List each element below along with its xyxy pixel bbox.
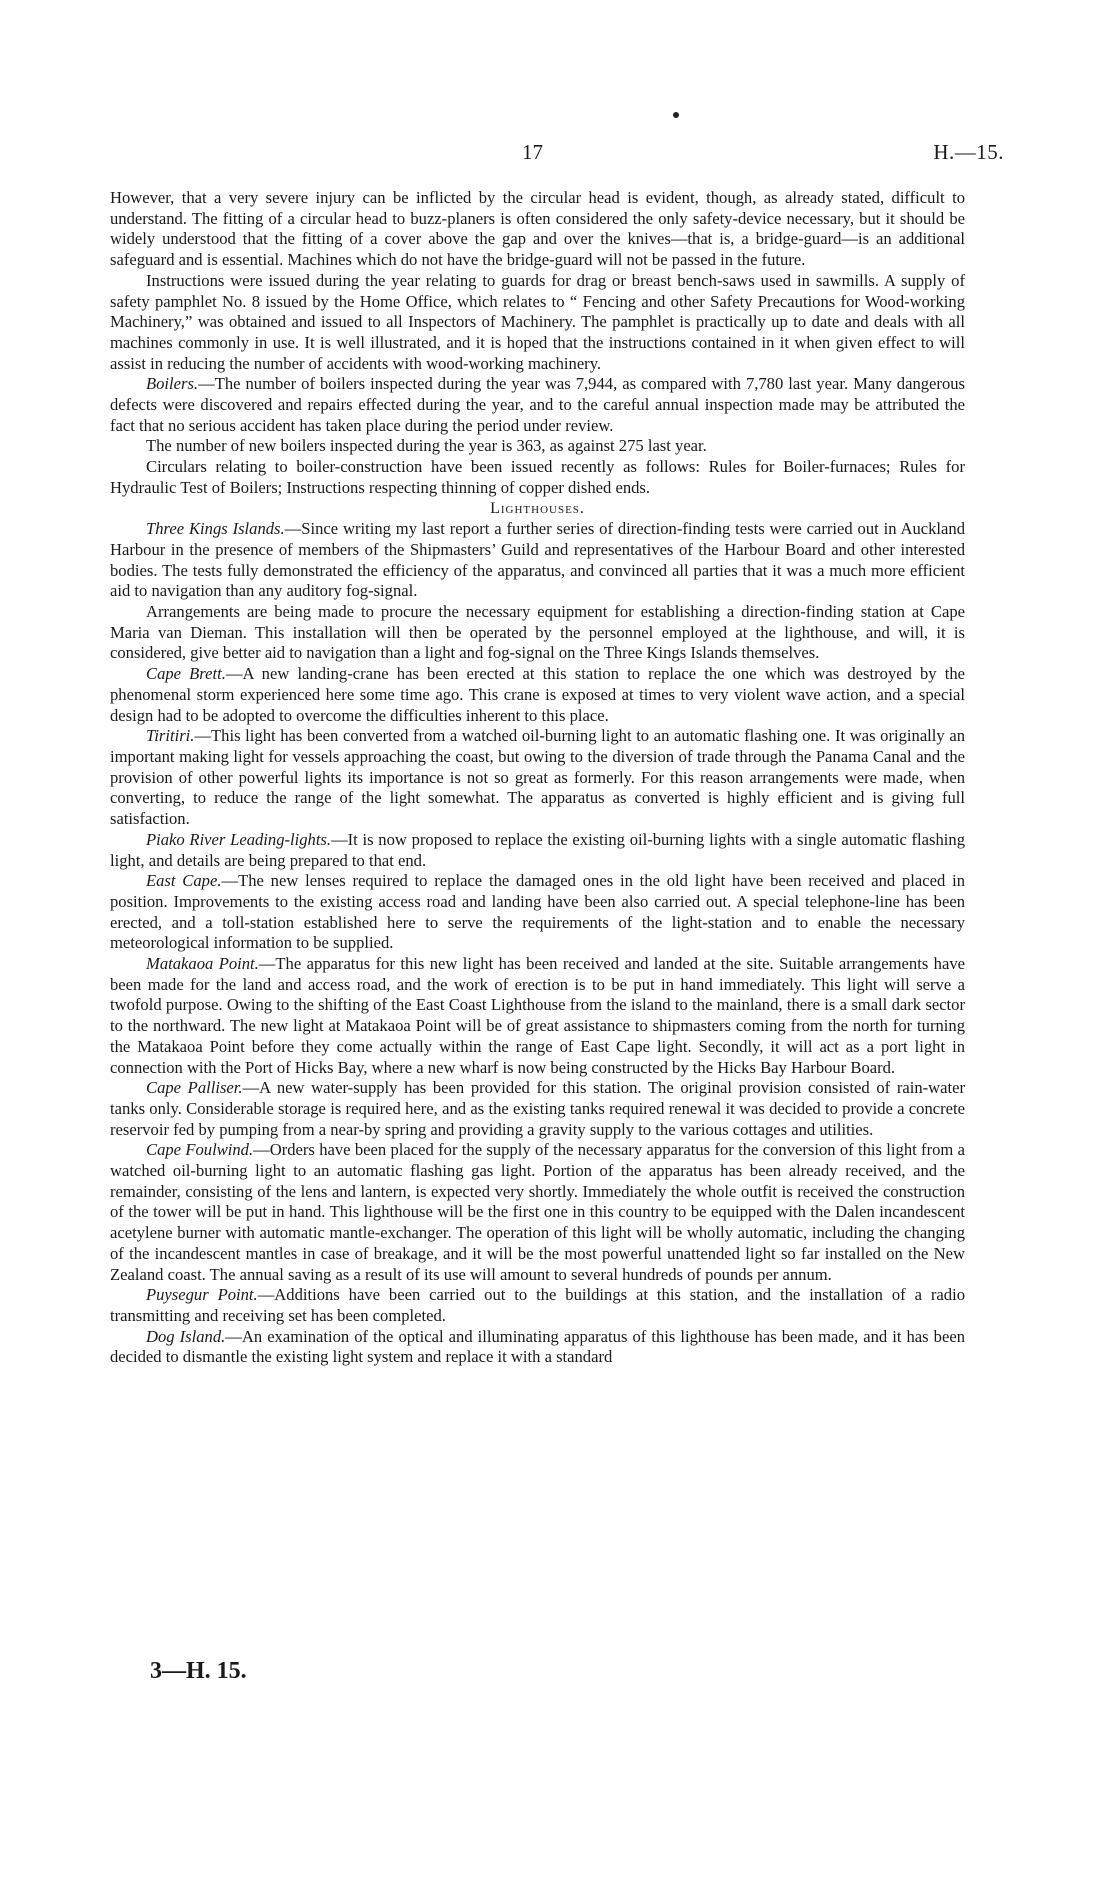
page-number: 17 [522, 140, 543, 164]
paragraph-lead: Piako River Leading-lights. [146, 829, 332, 849]
signature-reference: 3—H. 15. [150, 1658, 247, 1684]
paragraph-text: —An examination of the optical and illuminating apparatus of this lighthouse has been made, and it has been decided to dismantle the existing light system and replace it with a standard [110, 1326, 965, 1367]
paragraph-text: —A new landing-crane has been erected at this station to replace the one which was destroyed by the phenomenal storm experienced here some time ago. This crane is exposed at times to very violent wave action, and a special design had to be adopted to overcome the difficulties inherent to this place. [110, 664, 965, 725]
paragraph [110, 726, 965, 830]
paragraph [110, 1140, 965, 1285]
paragraph [110, 954, 965, 1078]
ink-dot [673, 112, 679, 118]
paragraph-lead: Boilers. [146, 374, 199, 394]
paragraph [110, 271, 965, 375]
section-heading: Lighthouses. [490, 499, 585, 517]
paragraph [110, 664, 965, 726]
paragraph-lead: Puysegur Point. [146, 1285, 258, 1305]
paragraph [110, 602, 965, 664]
paragraph [110, 436, 965, 457]
paragraph-lead: East Cape. [146, 871, 222, 891]
paragraph [110, 830, 965, 871]
paragraph-lead: Tiritiri. [146, 726, 195, 746]
body-text [110, 188, 965, 1368]
paragraph [110, 457, 965, 498]
paragraph-lead: Cape Brett. [146, 664, 226, 684]
paragraph-text: —This light has been converted from a watched oil-burning light to an automatic flashing one. It was originally an important making light for vessels approaching the coast, but owing to the diversion of trade through the Panama Canal and the provision of other powerful lights its importance is not so great as formerly. For this reason arrangements were made, when converting, to reduce the range of the light somewhat. The apparatus as converted is highly efficient and is giving full satisfaction. [110, 726, 965, 829]
paragraph [110, 188, 965, 271]
paragraph-lead: Cape Palliser. [146, 1078, 243, 1098]
paragraph-text: The number of new boilers inspected during the year is 363, as against 275 last year. [146, 436, 707, 456]
paragraph [110, 1078, 965, 1140]
paragraph-lead: Matakaoa Point. [146, 954, 259, 974]
paragraph [110, 1285, 965, 1326]
paragraph-text: —The apparatus for this new light has been received and landed at the site. Suitable arrangements have been made for the land and access road, and the work of erection is to be put in hand immediately. This light will serve a twofold purpose. Owing to the shifting of the East Coast Lighthouse from the island to the mainland, there is a small dark sector to the northward. The new light at Matakaoa Point will be of great assistance to shipmasters coming from the north for turning the Matakaoa Point before they come actually within the range of East Cape light. Secondly, it will act as a port light in connection with the Port of Hicks Bay, where a new wharf is now being constructed by the Hicks Bay Harbour Board. [110, 954, 966, 1077]
paragraph [110, 1327, 965, 1368]
paragraph-text: Instructions were issued during the year relating to guards for drag or breast bench-saws used in sawmills. A supply of safety pamphlet No. 8 issued by the Home Office, which relates to “ Fencing and other Safety Precautions for Wood-working Machinery,” was obtained and issued to all Inspectors of Machinery. The pamphlet is practically up to date and deals with all machines commonly in use. It is well illustrated, and it is hoped that the instructions contained in it when given effect to will assist in reducing the number of accidents with wood-working machinery. [110, 270, 965, 373]
document-reference: H.—15. [933, 140, 1004, 164]
paragraph-lead: Three Kings Islands. [146, 519, 285, 539]
paragraph-text: Circulars relating to boiler-construction have been issued recently as follows: Rules for Boiler-furnaces; Rules for Hydraulic Test of Boilers; Instructions respecting thinning of copper dished ends. [110, 457, 965, 497]
paragraph-lead: Cape Foulwind. [146, 1140, 254, 1160]
paragraph-text: —A new water-supply has been provided for this station. The original provision consisted of rain-water tanks only. Considerable storage is required here, and as the existing tanks required renewal it was decided to provide a concrete reservoir fed by pumping from a near-by spring and providing a gravity supply to the various cottages and utilities. [110, 1078, 966, 1139]
paragraph-text: —The number of boilers inspected during the year was 7,944, as compared with 7,780 last year. Many dangerous defects were discovered and repairs effected during the year, and to the careful annual inspection made may be attributed the fact that no serious accident has taken place during the period under review. [110, 374, 965, 435]
paragraph-text: —The new lenses required to replace the damaged ones in the old light have been received and placed in position. Improvements to the existing access road and landing have been also carried out. A special telephone-line has been erected, and a toll-station established here to serve the requirements of the light-station and to enable the necessary meteorological information to be supplied. [110, 871, 965, 953]
paragraph-text: —Orders have been placed for the supply of the necessary apparatus for the conversion of this light from a watched oil-burning light to an automatic flashing gas light. Portion of the apparatus has been already received, and the remainder, consisting of the lens and lantern, is expected very shortly. Immediately the whole outfit is received the construction of the tower will be put in hand. This lighthouse will be the first one in this country to be equipped with the Dalen incandescent acetylene burner with automatic mantle-exchanger. The operation of this light will be wholly automatic, including the changing of the incandescent mantles in case of breakage, and it will be the most powerful unattended light so far installed on the New Zealand coast. The annual saving as a result of its use will amount to several hundreds of pounds per annum. [110, 1140, 966, 1284]
paragraph [110, 374, 965, 436]
paragraph-text: —Additions have been carried out to the buildings at this station, and the installation of a radio transmitting and receiving set has been completed. [110, 1285, 966, 1325]
paragraph-text: —It is now proposed to replace the existing oil-burning lights with a single automatic flashing light, and details are being prepared to that end. [110, 829, 965, 870]
paragraph-text: However, that a very severe injury can be inflicted by the circular head is evident, though, as already stated, difficult to understand. The fitting of a circular head to buzz-planers is often considered the only safety-device necessary, but it should be widely understood that the fitting of a cover above the gap and over the knives—that is, a bridge-guard—is an additional safeguard and is essential. Machines which do not have the bridge-guard will not be passed in the future. [110, 188, 965, 270]
paragraph-text: —Since writing my last report a further series of direction-finding tests were carried out in Auckland Harbour in the presence of members of the Shipmasters’ Guild and representatives of the Harbour Board and other interested bodies. The tests fully demonstrated the efficiency of the apparatus, and convinced all parties that it was a much more efficient aid to navigation than any auditory fog-signal. [110, 519, 965, 601]
paragraph-text: Arrangements are being made to procure the necessary equipment for establishing a direction-finding station at Cape Maria van Dieman. This installation will then be operated by the personnel employed at the lighthouse, and will, it is considered, give better aid to navigation than a light and fog-signal on the Three Kings Islands themselves. [110, 602, 965, 663]
paragraph-lead: Dog Island. [146, 1326, 226, 1346]
paragraph [110, 871, 965, 954]
paragraph [110, 519, 965, 602]
